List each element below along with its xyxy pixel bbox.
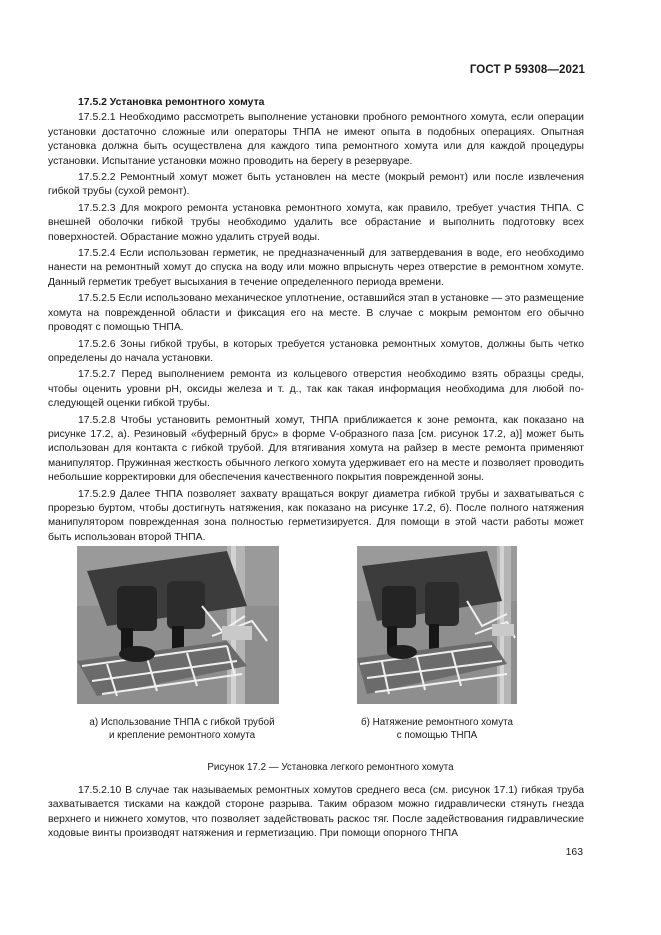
page-number: 163 <box>565 847 583 858</box>
figure-image-clamp-tension <box>357 546 517 704</box>
figure-caption-b <box>327 716 547 742</box>
figure-caption-b-line1: б) Натяжение ремонтного хомута <box>361 717 513 728</box>
paragraph-17-5-2-1: 17.5.2.1 Необходимо рассмотреть выполнение установки пробного ремонтного хомута, если операции установки достаточно сложные или операторы ТНПА не имеют опыта в подобных операциях. Опытная установка должна быть осуществлена для каждого типа ремонтного хомута или для каждой процедуры установки. Испытание установки можно проводить на берегу в резервуаре. <box>48 112 584 167</box>
paragraph-17-5-2-8: 17.5.2.8 Чтобы установить ремонтный хомут, ТНПА приближается к зоне ремонта, как показано на рисунке 17.2, а). Резиновый «буферный брус» в форме V-образного паза [см. рисунок 17.2, а)] может быть использован для контакта с гибкой трубой. Для втягивания хомута на райзер в месте ремонта применяют манипулятор. Пружинная жесткость обычного легкого хомута удерживает его на месте и позволяет проводить небольшие корректировки для обеспечения качественного покрытия поврежденной зоны. <box>48 414 584 484</box>
continuation-text <box>48 784 584 844</box>
figure-17-2 <box>72 546 592 746</box>
figure-caption-a-line1: а) Использование ТНПА с гибкой трубой <box>89 717 275 728</box>
paragraph-17-5-2-7: 17.5.2.7 Перед выполнением ремонта из кольцевого отверстия необходимо взять образцы среды, чтобы оценить уровни pH, оксиды железа и т. д., так как такая информация необходима для любой последующей оценки гибкой трубы. <box>48 369 584 410</box>
paragraph-17-5-2-4: 17.5.2.4 Если использован герметик, не предназначенный для затвердевания в воде, его необходимо нанести на ремонтный хомут до спуска на воду или можно впрыснуть через отверстие в ремонтном хомуте. Данный герметик требует высыхания в течение определенного периода времени. <box>48 248 584 288</box>
paragraph-17-5-2-5: 17.5.2.5 Если использовано механическое уплотнение, оставшийся этап в установке — это размещение хомута на поврежденной области и фиксация его на месте. В случае с мокрым ремонтом его обычно проводят с помощью ТНПА. <box>48 293 584 334</box>
paragraph-17-5-2-10: 17.5.2.10 В случае так называемых ремонтных хомутов среднего веса (см. рисунок 17.1) гибкая труба захватывается тисками на каждой стороне разрыва. Таким образом можно гидравлически стянуть гнезда верхнего и нижнего хомутов, что позволяет задействовать раскос тяг. После задействования гидравлические ходовые винты производят натяжения и герметизацию. При помощи опорного ТНПА <box>48 785 584 840</box>
paragraph-17-5-2-3: 17.5.2.3 Для мокрого ремонта установка ремонтного хомута, как правило, требует участия ТНПА. С внешней оболочки гибкой трубы необходимо удалить все обрастание и выполнить подготовку всех поверхностей. Обрастание можно удалить струей воды. <box>48 202 584 243</box>
paragraph-17-5-2-6: 17.5.2.6 Зоны гибкой трубы, в которых требуется установка ремонтных хомутов, должны быть четко определены до начала установки. <box>48 338 584 364</box>
figure-caption-a-line2: и крепление ремонтного хомута <box>108 730 256 741</box>
document-standard-code: ГОСТ Р 59308—2021 <box>469 64 585 76</box>
section-title: 17.5.2 Установка ремонтного хомута <box>78 97 265 108</box>
rov-clamp-illustration-b <box>357 546 517 704</box>
figure-image-rov-approach <box>77 546 279 704</box>
paragraph-17-5-2-9: 17.5.2.9 Далее ТНПА позволяет захвату вращаться вокруг диаметра гибкой трубы и захватываться с прорезью буртом, чтобы достигнуть натяжения, как показано на рисунке 17.2, б). После полного натяжения манипулятором поврежденная зона полностью герметизируется. Для помощи в этой части работы может быть использован второй ТНПА. <box>48 488 584 543</box>
rov-clamp-illustration-a <box>77 546 279 704</box>
figure-caption-a <box>62 716 302 742</box>
main-text <box>48 96 584 547</box>
figure-caption-b-line2: с помощью ТНПА <box>396 730 478 741</box>
paragraph-17-5-2-2: 17.5.2.2 Ремонтный хомут может быть установлен на месте (мокрый ремонт) или после извлечения гибкой трубы (сухой ремонт). <box>48 172 584 198</box>
figure-title: Рисунок 17.2 — Установка легкого ремонтного хомута <box>207 762 454 773</box>
